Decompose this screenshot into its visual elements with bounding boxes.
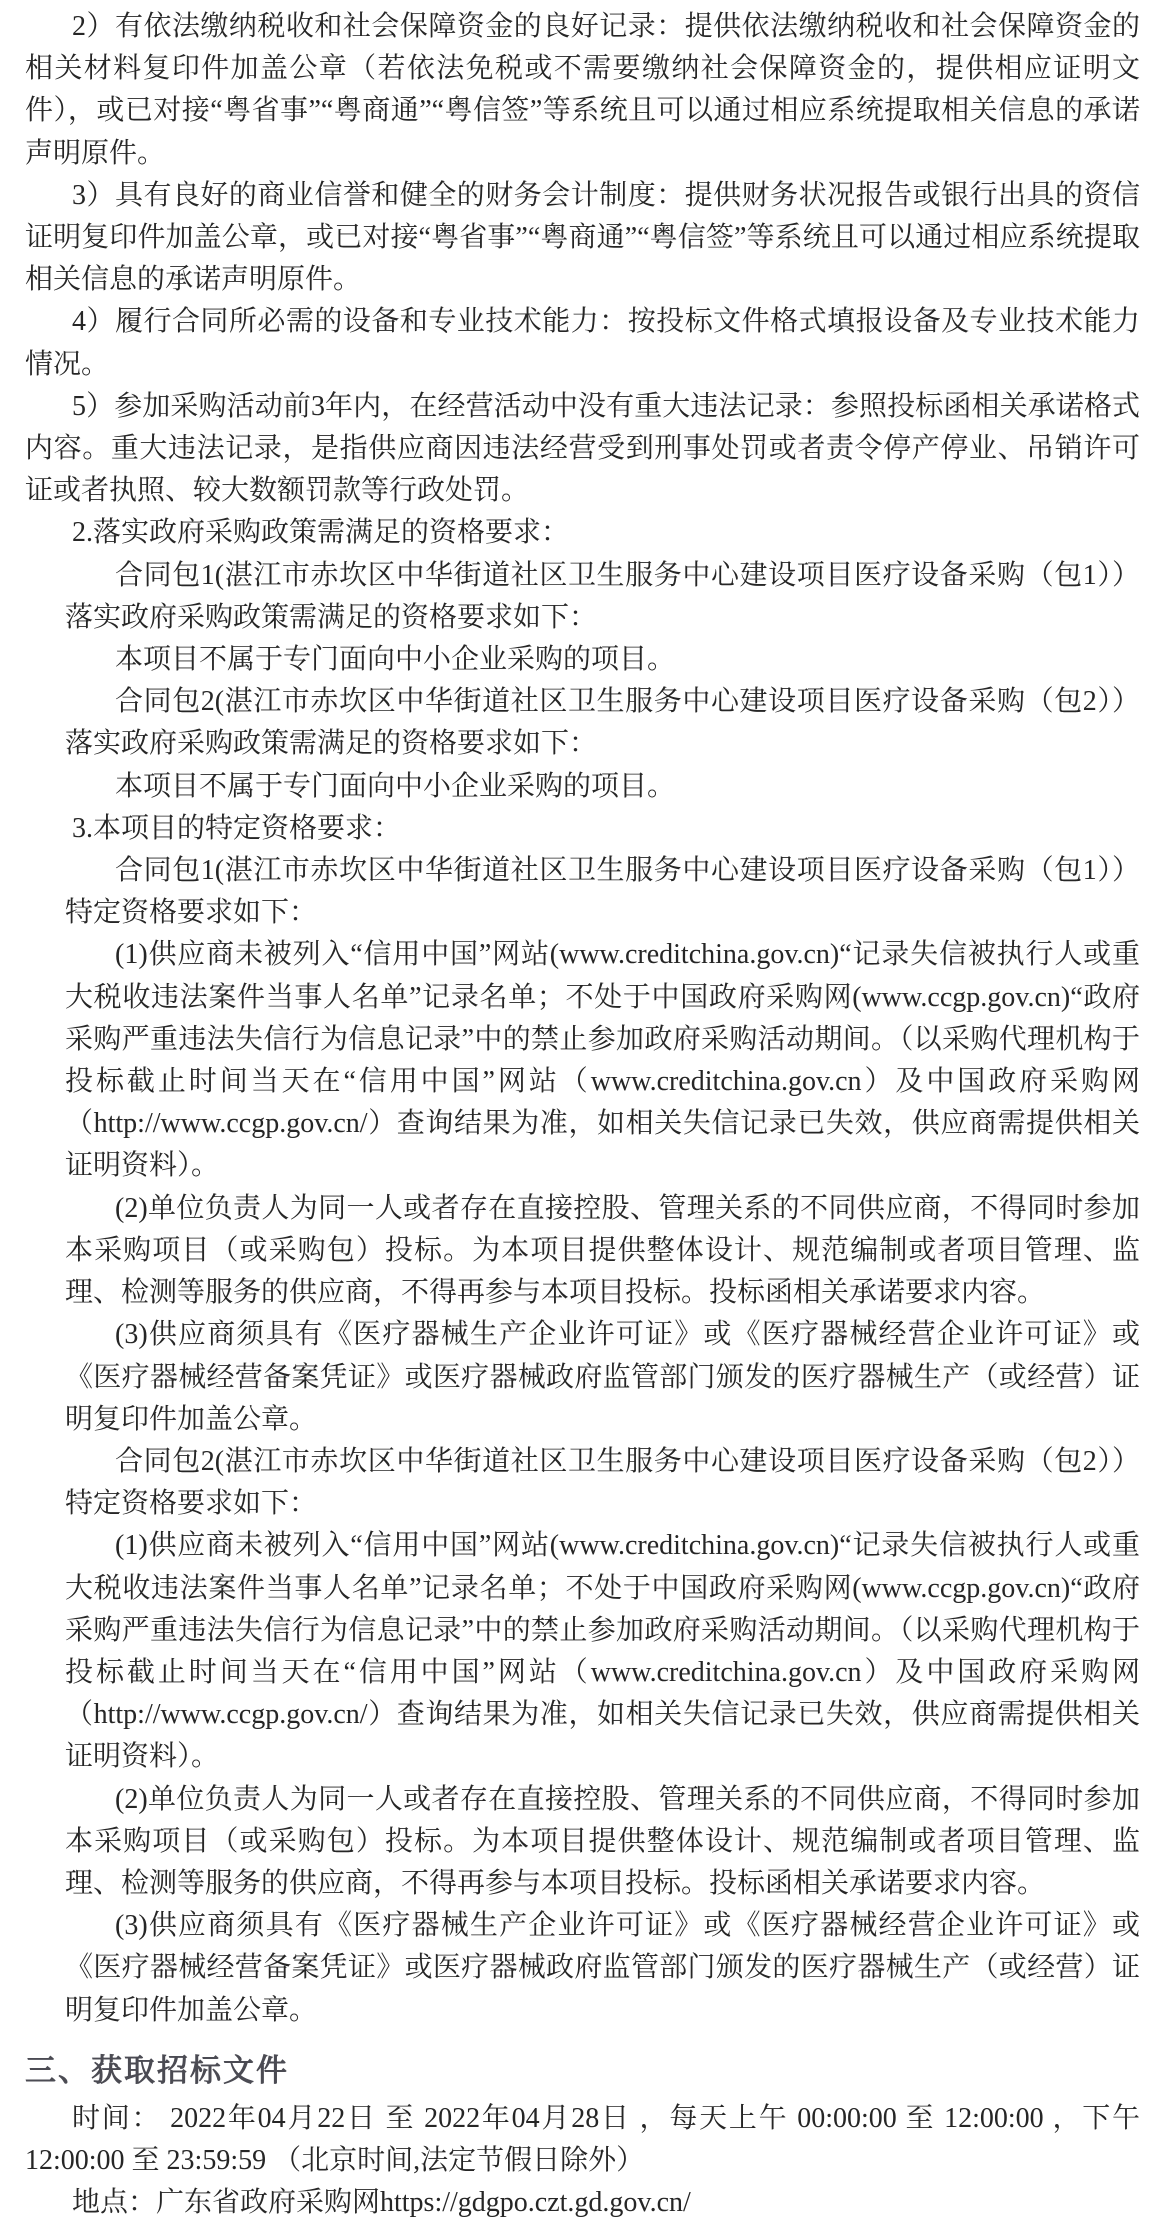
- paragraph: 3.本项目的特定资格要求：: [72, 812, 402, 844]
- paragraph: (1)供应商未被列入“信用中国”网站(www.creditchina.gov.cn)“记录失信被执行人或重大税收违法案件当事人名单”记录名单；不处于中国政府采购网(www.ccgp.gov.cn)“政府采购严重违法失信行为信息记录”中的禁止参加政府采购活动期间。（以采购代理机构于投标截止时间当天在“信用中国”网站（www.creditchina.gov.cn）及中国政府采购网（http://www.ccgp.gov.cn/）查询结果为准，如相关失信记录已失效，供应商需提供相关证明资料）。: [65, 1530, 1140, 1773]
- paragraph: 2.落实政府采购政策需满足的资格要求：: [72, 517, 570, 549]
- paragraph: 地点：广东省政府采购网https://gdgpo.czt.gd.gov.cn/: [72, 2187, 691, 2219]
- paragraph: (3)供应商须具有《医疗器械生产企业许可证》或《医疗器械经营企业许可证》或《医疗器械经营备案凭证》或医疗器械政府监管部门颁发的医疗器械生产（或经营）证明复印件加盖公章。: [65, 1910, 1140, 2026]
- paragraph: 合同包1(湛江市赤坎区中华街道社区卫生服务中心建设项目医疗设备采购（包1））特定资格要求如下：: [65, 855, 1140, 929]
- paragraph: 2）有依法缴纳税收和社会保障资金的良好记录：提供依法缴纳税收和社会保障资金的相关材料复印件加盖公章（若依法免税或不需要缴纳社会保障资金的，提供相应证明文件），或已对接“粤省事”“粤商通”“粤信签”等系统且可以通过相应系统提取相关信息的承诺声明原件。: [25, 11, 1140, 169]
- paragraph: (3)供应商须具有《医疗器械生产企业许可证》或《医疗器械经营企业许可证》或《医疗器械经营备案凭证》或医疗器械政府监管部门颁发的医疗器械生产（或经营）证明复印件加盖公章。: [65, 1319, 1140, 1435]
- section-heading: 三、获取招标文件: [25, 2052, 289, 2088]
- paragraph: 3）具有良好的商业信誉和健全的财务会计制度：提供财务状况报告或银行出具的资信证明复印件加盖公章，或已对接“粤省事”“粤商通”“粤信签”等系统且可以通过相应系统提取相关信息的承诺声明原件。: [25, 179, 1140, 296]
- paragraph: 本项目不属于专门面向中小企业采购的项目。: [115, 770, 676, 802]
- paragraph: 时间： 2022年04月22日 至 2022年04月28日 ，每天上午 00:00:00 至 12:00:00 ，下午 12:00:00 至 23:59:59 （北京时间,法定节假日除外）: [25, 2102, 1140, 2176]
- document-content: [25, 6, 1140, 2224]
- paragraph: 4）履行合同所必需的设备和专业技术能力：按投标文件格式填报设备及专业技术能力情况。: [25, 306, 1140, 380]
- paragraph: (2)单位负责人为同一人或者存在直接控股、管理关系的不同供应商，不得同时参加本采购项目（或采购包）投标。为本项目提供整体设计、规范编制或者项目管理、监理、检测等服务的供应商，不得再参与本项目投标。投标函相关承诺要求内容。: [65, 1192, 1140, 1309]
- paragraph: 本项目不属于专门面向中小企业采购的项目。: [115, 644, 676, 676]
- paragraph: 合同包2(湛江市赤坎区中华街道社区卫生服务中心建设项目医疗设备采购（包2））落实政府采购政策需满足的资格要求如下：: [65, 686, 1140, 760]
- paragraph: 合同包2(湛江市赤坎区中华街道社区卫生服务中心建设项目医疗设备采购（包2））特定资格要求如下：: [65, 1445, 1140, 1520]
- paragraph: 5）参加采购活动前3年内，在经营活动中没有重大违法记录：参照投标函相关承诺格式内容。重大违法记录，是指供应商因违法经营受到刑事处罚或者责令停产停业、吊销许可证或者执照、较大数额罚款等行政处罚。: [25, 390, 1140, 507]
- paragraph: 合同包1(湛江市赤坎区中华街道社区卫生服务中心建设项目医疗设备采购（包1））落实政府采购政策需满足的资格要求如下：: [65, 559, 1140, 633]
- paragraph: (2)单位负责人为同一人或者存在直接控股、管理关系的不同供应商，不得同时参加本采购项目（或采购包）投标。为本项目提供整体设计、规范编制或者项目管理、监理、检测等服务的供应商，不得再参与本项目投标。投标函相关承诺要求内容。: [65, 1783, 1140, 1899]
- paragraph: (1)供应商未被列入“信用中国”网站(www.creditchina.gov.cn)“记录失信被执行人或重大税收违法案件当事人名单”记录名单；不处于中国政府采购网(www.ccgp.gov.cn)“政府采购严重违法失信行为信息记录”中的禁止参加政府采购活动期间。（以采购代理机构于投标截止时间当天在“信用中国”网站（www.creditchina.gov.cn）及中国政府采购网（http://www.ccgp.gov.cn/）查询结果为准，如相关失信记录已失效，供应商需提供相关证明资料）。: [65, 939, 1140, 1182]
